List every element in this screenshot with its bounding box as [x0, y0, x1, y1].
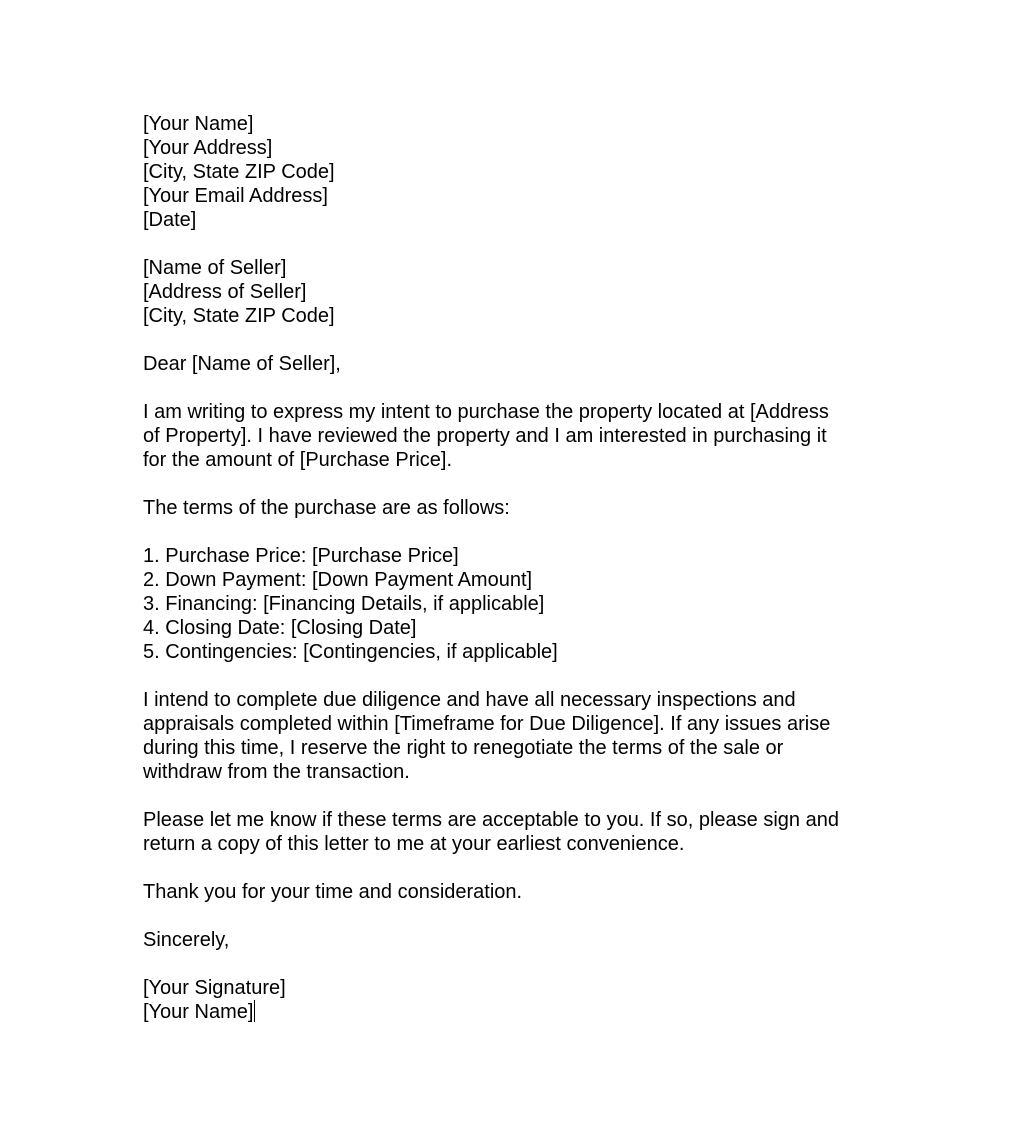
intro-line: for the amount of [Purchase Price]. — [143, 449, 453, 471]
letter-date: [Date] — [143, 209, 197, 231]
thanks-line: Thank you for your time and consideration. — [143, 881, 523, 903]
closing: Sincerely, — [143, 929, 230, 951]
spacer — [143, 904, 883, 928]
spacer — [143, 520, 883, 544]
spacer — [143, 784, 883, 808]
recipient-address: [Address of Seller] — [143, 281, 307, 303]
intro-line: of Property]. I have reviewed the property and I am interested in purchasing it — [143, 425, 827, 447]
signature-placeholder: [Your Signature] — [143, 977, 286, 999]
spacer — [143, 376, 883, 400]
spacer — [143, 472, 883, 496]
sender-name: [Your Name] — [143, 113, 254, 135]
due-diligence-line: withdraw from the transaction. — [143, 761, 410, 783]
due-diligence-paragraph — [143, 688, 883, 784]
due-diligence-line: during this time, I reserve the right to renegotiate the terms of the sale or — [143, 737, 784, 759]
text-cursor — [254, 1000, 255, 1022]
terms-list-item: 4. Closing Date: [Closing Date] — [143, 617, 417, 639]
acceptance-line: Please let me know if these terms are acceptable to you. If so, please sign and — [143, 809, 839, 831]
letter-document[interactable] — [143, 112, 883, 1024]
due-diligence-line: appraisals completed within [Timeframe for Due Diligence]. If any issues arise — [143, 713, 831, 735]
signature-name-line — [143, 1000, 883, 1024]
acceptance-line: return a copy of this letter to me at your earliest convenience. — [143, 833, 685, 855]
terms-list-item: 5. Contingencies: [Contingencies, if applicable] — [143, 641, 558, 663]
spacer — [143, 232, 883, 256]
due-diligence-line: I intend to complete due diligence and have all necessary inspections and — [143, 689, 796, 711]
acceptance-paragraph — [143, 808, 883, 856]
terms-list-item: 2. Down Payment: [Down Payment Amount] — [143, 569, 533, 591]
recipient-name: [Name of Seller] — [143, 257, 287, 279]
signature-name: [Your Name] — [143, 1001, 254, 1023]
terms-list — [143, 544, 883, 664]
spacer — [143, 952, 883, 976]
recipient-city-state-zip: [City, State ZIP Code] — [143, 305, 335, 327]
spacer — [143, 328, 883, 352]
sender-email: [Your Email Address] — [143, 185, 328, 207]
intro-line: I am writing to express my intent to purchase the property located at [Address — [143, 401, 829, 423]
spacer — [143, 664, 883, 688]
terms-list-item: 1. Purchase Price: [Purchase Price] — [143, 545, 459, 567]
recipient-block — [143, 256, 883, 328]
spacer — [143, 856, 883, 880]
sender-block — [143, 112, 883, 232]
salutation: Dear [Name of Seller], — [143, 353, 341, 375]
intro-paragraph — [143, 400, 883, 472]
sender-address: [Your Address] — [143, 137, 273, 159]
sender-city-state-zip: [City, State ZIP Code] — [143, 161, 335, 183]
terms-list-item: 3. Financing: [Financing Details, if applicable] — [143, 593, 545, 615]
terms-intro: The terms of the purchase are as follows: — [143, 497, 510, 519]
